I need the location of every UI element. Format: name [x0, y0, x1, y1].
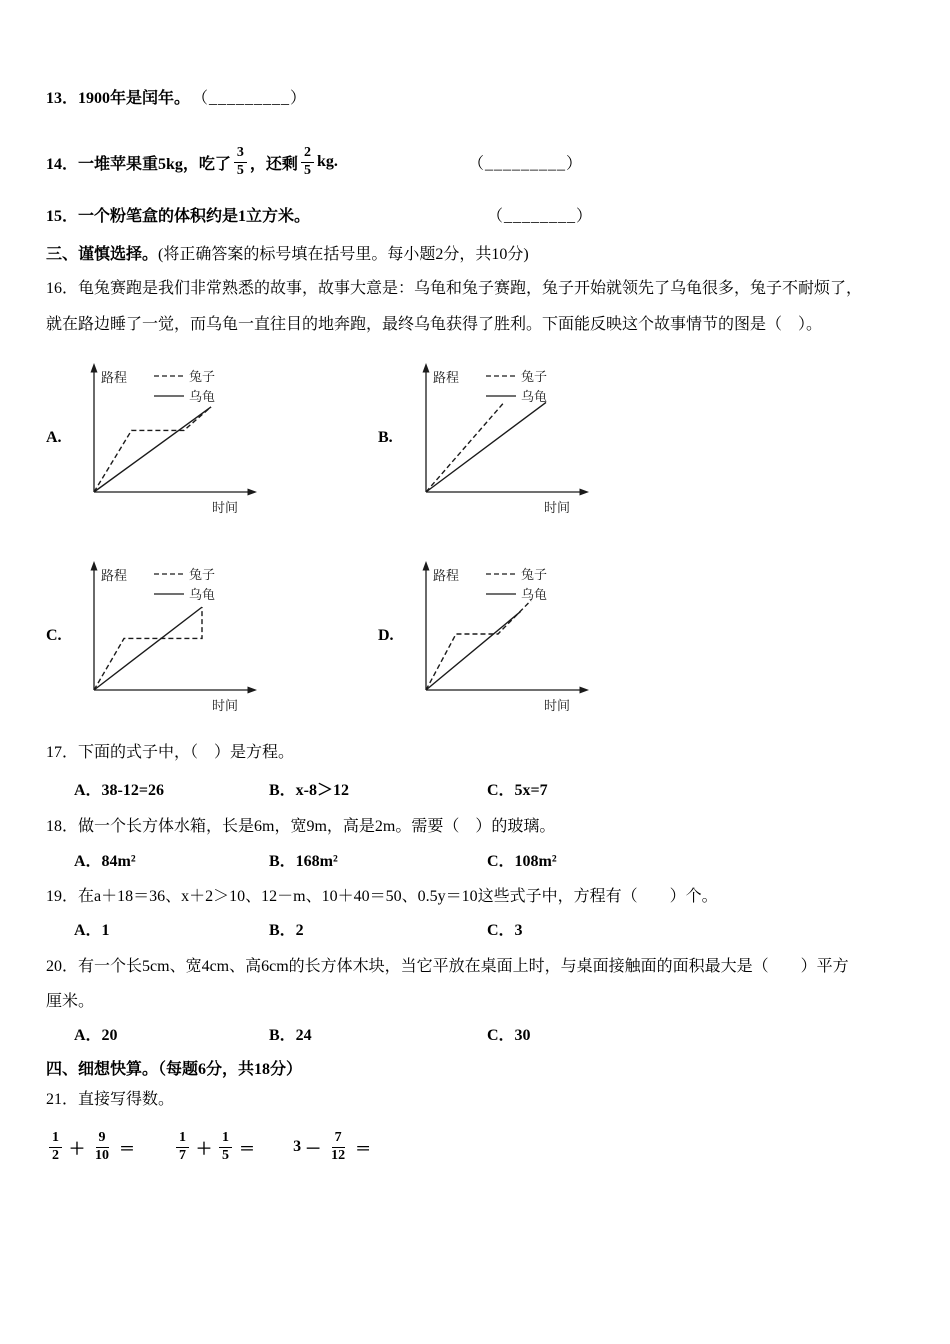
legend-rabbit-label: 兔子	[189, 567, 216, 582]
graph-C-label: C.	[46, 627, 62, 644]
y-axis-label: 路程	[433, 370, 460, 385]
y-axis-label: 路程	[101, 370, 128, 385]
turtle-curve	[94, 607, 202, 690]
fraction-denominator: 5	[222, 1147, 230, 1163]
question-13	[46, 88, 904, 110]
option-B: B．2	[269, 922, 304, 939]
graph-option-C	[46, 552, 378, 720]
fraction-denominator: 7	[179, 1147, 187, 1163]
fraction	[219, 1130, 232, 1165]
question-20-line2	[46, 991, 904, 1013]
y-axis-arrow	[91, 363, 98, 373]
expression-2	[173, 1130, 255, 1165]
fraction-denominator: 2	[52, 1147, 59, 1163]
section-3-header	[46, 244, 904, 266]
question-21	[46, 1089, 904, 1111]
x-axis-label: 时间	[212, 500, 239, 515]
question-14-text-pre: 一堆苹果重5kg，吃了	[78, 155, 231, 173]
x-axis-arrow	[248, 489, 258, 496]
question-17-text: 下面的式子中，（ ）是方程。	[78, 744, 295, 761]
equals-sign: ＝	[355, 1140, 372, 1158]
legend-turtle-label: 乌龟	[521, 587, 548, 602]
equals-sign: ＝	[239, 1140, 256, 1158]
legend-rabbit-label: 兔子	[521, 369, 548, 384]
question-14	[46, 136, 904, 188]
question-14-text-post: kg.	[316, 153, 338, 170]
distance-time-graph-C	[76, 552, 268, 720]
legend-rabbit-label: 兔子	[189, 369, 216, 384]
option-C: C．108m²	[487, 853, 557, 870]
legend-turtle-label: 乌龟	[189, 389, 216, 404]
section-3-title: 三、谨慎选择。	[46, 246, 159, 263]
equals-sign: ＝	[119, 1140, 136, 1158]
fraction-numerator: 7	[332, 1130, 345, 1148]
graph-option-D	[378, 552, 600, 720]
fraction-numerator: 2	[301, 145, 314, 163]
question-15-number: 15．	[46, 208, 79, 225]
fraction-two-fifths	[301, 145, 314, 180]
x-axis-arrow	[580, 489, 590, 496]
graph-B-label: B.	[378, 429, 393, 446]
question-20-text-1: 有一个长5cm、宽4cm、高6cm的长方体木块，当它平放在桌面上时，与桌面接触面的面积最大是（ ）平方	[78, 958, 849, 975]
option-B: B．168m²	[269, 853, 338, 870]
graphs-row-1	[46, 354, 904, 522]
graph-D-label: D.	[378, 627, 394, 644]
section-4-note: （每题6分，共18分）	[158, 1061, 303, 1078]
fraction-three-fifths	[234, 145, 247, 180]
question-17-number: 17．	[46, 744, 79, 761]
question-14-text-mid: ，还剩	[249, 155, 298, 173]
option-C: C．3	[487, 922, 523, 939]
question-15-text: 一个粉笔盒的体积约是1立方米。	[78, 208, 311, 225]
option-A: A．84m²	[74, 853, 136, 870]
fraction-numerator: 1	[219, 1130, 232, 1148]
fraction-denominator: 10	[95, 1147, 110, 1163]
option-A: A．38-12=26	[74, 782, 165, 799]
legend-turtle-label: 乌龟	[521, 389, 548, 404]
question-20-text-2: 厘米。	[46, 993, 95, 1010]
section-4-title: 四、细想快算。	[46, 1061, 159, 1078]
question-21-text: 直接写得数。	[78, 1091, 175, 1108]
fraction-numerator: 1	[49, 1130, 62, 1148]
option-A: A．1	[74, 922, 110, 939]
option-A: A．20	[74, 1027, 118, 1044]
rabbit-curve	[426, 402, 504, 492]
question-14-number: 14．	[46, 155, 79, 173]
expression-1	[46, 1130, 135, 1165]
question-15	[46, 206, 904, 228]
fraction-denominator: 5	[236, 162, 244, 178]
operator: －	[305, 1140, 322, 1158]
fraction-denominator: 12	[331, 1147, 346, 1163]
question-20-options	[46, 1025, 904, 1047]
question-15-answer-blank: （________）	[487, 208, 594, 225]
question-18	[46, 816, 904, 838]
question-19-options	[46, 920, 904, 942]
question-21-number: 21．	[46, 1091, 79, 1108]
fraction-denominator: 5	[303, 162, 311, 178]
legend-turtle-label: 乌龟	[189, 587, 216, 602]
operator: ＋	[69, 1140, 86, 1158]
y-axis-arrow	[423, 561, 430, 571]
question-18-options	[46, 851, 904, 873]
question-13-text: 1900年是闰年。	[78, 90, 191, 107]
question-17-options	[46, 780, 904, 802]
x-axis-label: 时间	[212, 698, 239, 713]
y-axis-label: 路程	[101, 568, 128, 583]
x-axis-arrow	[248, 687, 258, 694]
fraction	[328, 1130, 348, 1165]
x-axis-label: 时间	[544, 500, 571, 515]
section-4-header	[46, 1059, 904, 1081]
question-16-text-2: 就在路边睡了一觉，而乌龟一直往目的地奔跑，最终乌龟获得了胜利。下面能反映这个故事情节的图是（ ）。	[46, 316, 823, 333]
question-13-answer-blank: （_________）	[200, 90, 308, 107]
turtle-curve	[426, 402, 546, 492]
expression-3	[293, 1130, 371, 1165]
question-19-number: 19．	[46, 888, 79, 905]
question-19	[46, 886, 904, 908]
y-axis-arrow	[423, 363, 430, 373]
fraction-numerator: 1	[176, 1130, 189, 1148]
question-16-line1	[46, 278, 904, 300]
question-17	[46, 742, 904, 764]
option-B: B．24	[269, 1027, 312, 1044]
turtle-curve	[94, 407, 211, 492]
fraction-numerator: 9	[96, 1130, 109, 1148]
fraction	[176, 1130, 189, 1165]
fraction	[92, 1130, 112, 1165]
section-3-note: (将正确答案的标号填在括号里。每小题2分，共10分)	[158, 246, 529, 263]
question-14-answer-blank: （_________）	[468, 155, 584, 173]
y-axis-label: 路程	[433, 568, 460, 583]
question-18-text: 做一个长方体水箱，长是6m，宽9m，高是2m。需要（ ）的玻璃。	[78, 818, 556, 835]
question-20-line1	[46, 956, 904, 978]
turtle-curve	[426, 612, 521, 690]
x-axis-label: 时间	[544, 698, 571, 713]
graphs-row-2	[46, 552, 904, 720]
question-16-number: 16．	[46, 280, 79, 297]
option-C: C．5x=7	[487, 782, 548, 799]
legend-rabbit-label: 兔子	[521, 567, 548, 582]
distance-time-graph-D	[408, 552, 600, 720]
graph-option-A	[46, 354, 378, 522]
question-21-expressions	[46, 1121, 904, 1173]
graph-option-B	[378, 354, 600, 522]
x-axis-arrow	[580, 687, 590, 694]
distance-time-graph-A	[76, 354, 268, 522]
option-B: B．x-8＞12	[269, 782, 350, 799]
fraction	[49, 1130, 62, 1165]
graph-A-label: A.	[46, 429, 62, 446]
question-13-number: 13．	[46, 90, 79, 107]
question-16-line2	[46, 314, 904, 336]
operator: ＋	[196, 1140, 213, 1158]
distance-time-graph-B	[408, 354, 600, 522]
question-18-number: 18．	[46, 818, 79, 835]
y-axis-arrow	[91, 561, 98, 571]
option-C: C．30	[487, 1027, 531, 1044]
question-16-text-1: 龟兔赛跑是我们非常熟悉的故事，故事大意是：乌龟和兔子赛跑，兔子开始就领先了乌龟很多，兔子不耐烦了，	[78, 280, 863, 297]
question-20-number: 20．	[46, 958, 79, 975]
integer-operand: 3	[293, 1138, 302, 1155]
fraction-numerator: 3	[234, 145, 247, 163]
question-19-text: 在a＋18＝36、x＋2＞10、12－m、10＋40＝50、0.5y＝10这些式子中，方程有（ ）个。	[78, 888, 718, 905]
